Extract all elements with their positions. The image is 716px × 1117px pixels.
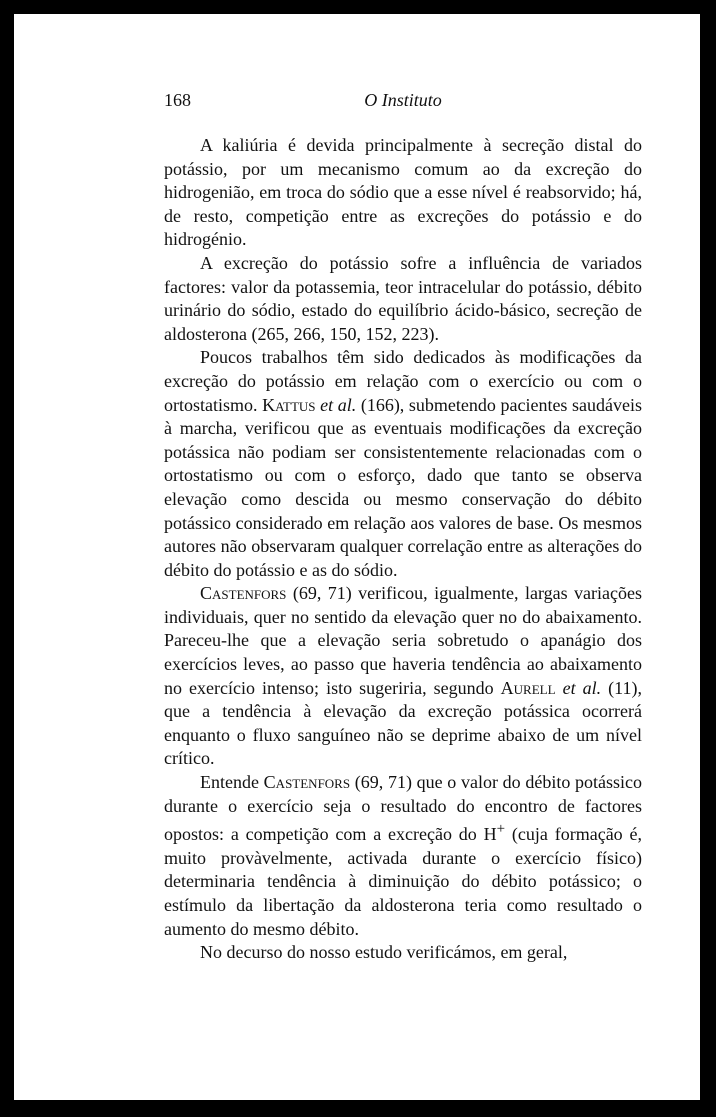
author-aurell: Aurell: [500, 677, 556, 698]
paragraph-5: [164, 771, 642, 941]
paragraph-5-text-3: (cuja formação é, muito provàvelmente, activada durante o exercício físico) determinaria tendência à diminuição do débito potássico; o estímulo da libertação da aldosterona teria como resultado o aumento do mesmo débito.: [164, 824, 642, 939]
paragraph-4-text-1: (69, 71) verificou, igualmente, largas variações individuais, quer no sentido da elevação quer no do abaixamento. Pareceu-lhe que a elevação seria sobretudo o apanágio dos exercícios leves, ao passo que haveria tendência ao abaixamento no exercício intenso; isto sugeriria, segundo: [164, 583, 642, 698]
paragraph-1: A kaliúria é devida principalmente à secreção distal do potássio, por um mecanismo comum ao da excreção do hidrogenião, em troca do sódio que a esse nível é reabsorvido; há, de resto, competição entre as excreções do potássio e do hidrogénio.: [164, 135, 642, 250]
book-page: [14, 14, 700, 1100]
paragraph-5-text-1: Entende: [200, 772, 264, 793]
et-al-2: et al.: [562, 677, 602, 698]
paragraph-4-text-2: (11), que a tendência à elevação da excreção potássica ocorrerá enquanto o fluxo sanguíneo não se deprime abaixo de um nível crítico.: [164, 677, 642, 769]
page-number: 168: [164, 90, 191, 110]
body-text: [164, 134, 642, 965]
paragraph-3-text-1: Poucos trabalhos têm sido dedicados às modificações da excreção do potássio em relação com o exercício ou com o ortostatismo.: [164, 347, 642, 415]
paragraph-4: [164, 582, 642, 771]
paragraph-2: A excreção do potássio sofre a influência de variados factores: valor da potassemia, teor intracelular do potássio, débito urinário do sódio, estado do equilíbrio ácido-básico, secreção de aldosterona (265, 266, 150, 152, 223).: [164, 252, 642, 344]
page-content: [164, 86, 642, 965]
paragraph-3-text-2: (166), submetendo pacientes saudáveis à marcha, verificou que as eventuais modificações da excreção potássica não podiam ser consistentemente relacionadas com o ortostatismo ou com o esforço, dado que tanto se observa elevação como descida ou mesmo conservação do débito potássico considerado em relação aos valores de base. Os mesmos autores não observaram qualquer correlação entre as alterações do débito do potássio e as do sódio.: [164, 394, 643, 580]
paragraph-3: [164, 346, 642, 582]
paragraph-6: No decurso do nosso estudo verificámos, em geral,: [200, 942, 568, 963]
author-kattus: Kattus: [262, 394, 316, 415]
superscript-plus: +: [496, 821, 506, 838]
et-al-1: et al.: [320, 394, 357, 415]
paragraph-5-text-2: (69, 71) que o valor do débito potássico durante o exercício seja o resultado do encontro de factores opostos: a competição com a excreção do H: [164, 772, 642, 845]
author-castenfors-2: Castenfors: [263, 772, 351, 793]
running-header: [164, 86, 642, 114]
author-castenfors: Castenfors: [200, 583, 287, 604]
running-title: O Instituto: [364, 90, 442, 110]
